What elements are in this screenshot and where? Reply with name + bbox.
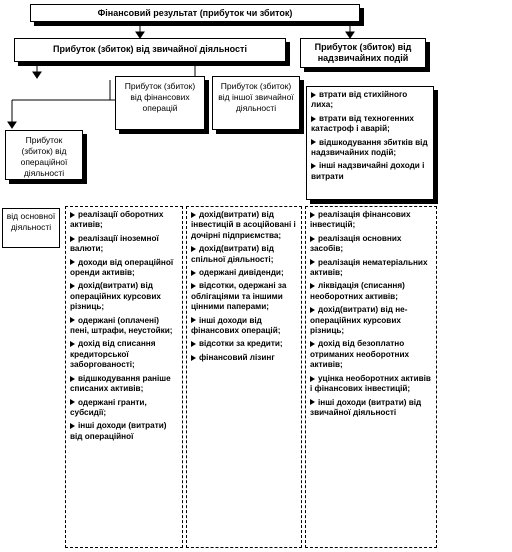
- list-item-text: дохід(витрати) від не-операційних курсових різниць;: [310, 305, 408, 336]
- bullet-arrow-icon: [310, 259, 315, 265]
- other-item: [310, 281, 433, 302]
- financial-item: [191, 210, 298, 241]
- bullet-arrow-icon: [191, 270, 196, 276]
- bullet-arrow-icon: [311, 139, 316, 145]
- extraordinary-events-node: [300, 38, 426, 68]
- list-item-text: втрати від техногенних катастроф і аварій;: [311, 113, 414, 134]
- bullet-arrow-icon: [310, 307, 315, 313]
- financial-items-list: [187, 207, 301, 363]
- financial-item: [191, 316, 298, 337]
- list-item-text: одержані (оплачені) пені, штрафи, неустойки;: [70, 315, 173, 336]
- extraordinary-items-box: [306, 86, 434, 200]
- financial-items-column: [186, 206, 302, 548]
- bullet-arrow-icon: [311, 116, 316, 122]
- operating-item: [70, 421, 179, 442]
- bullet-arrow-icon: [70, 341, 75, 347]
- list-item-text: уцінка необоротних активів і фінансових інвестицій;: [310, 373, 431, 394]
- operating-item: [70, 210, 179, 231]
- other-item: [310, 305, 433, 336]
- list-item-text: втрати від стихійного лиха;: [311, 90, 408, 110]
- financial-operations-title: Прибуток (збиток) від фінансових операцій: [124, 81, 196, 113]
- bullet-arrow-icon: [191, 317, 196, 323]
- financial-item: [191, 353, 298, 363]
- list-item-text: дохід(витрати) від інвестицій в асоційовані і дочірні підприємства;: [191, 210, 296, 240]
- top-title: Фінансовий результат (прибуток чи збиток): [97, 8, 293, 18]
- financial-item: [191, 339, 298, 349]
- other-activity-node: [212, 76, 300, 130]
- list-item-text: доходи від операційної оренди активів;: [70, 257, 174, 278]
- list-item-text: відсотки за кредити;: [199, 339, 283, 349]
- extraordinary-item: [311, 114, 430, 135]
- other-items-column: [305, 206, 437, 548]
- extraordinary-item: [311, 138, 430, 159]
- bullet-arrow-icon: [70, 317, 75, 323]
- operating-item: [70, 281, 179, 312]
- bullet-arrow-icon: [70, 399, 75, 405]
- list-item-text: дохід(витрати) від спільної діяльності;: [191, 244, 274, 264]
- other-item: [310, 210, 433, 231]
- bullet-arrow-icon: [310, 212, 315, 218]
- list-item-text: інші доходи від фінансових операцій;: [191, 315, 281, 336]
- bullet-arrow-icon: [310, 236, 315, 242]
- list-item-text: реалізації іноземної валюти;: [70, 233, 159, 254]
- extraordinary-item: [311, 161, 430, 182]
- operating-items-column: [65, 206, 183, 548]
- list-item-text: дохід від списання кредиторської заборгованості;: [70, 339, 156, 370]
- bullet-arrow-icon: [191, 212, 196, 218]
- top-node: [30, 4, 360, 22]
- list-item-text: дохід від безоплатно отриманих необоротних активів;: [310, 339, 410, 370]
- bullet-arrow-icon: [310, 341, 315, 347]
- bullet-arrow-icon: [70, 376, 75, 382]
- other-item: [310, 339, 433, 370]
- list-item-text: одержані гранти, субсидії;: [70, 397, 147, 417]
- list-item-text: відсотки, одержані за облігаціями та іншими цінними паперами;: [191, 281, 287, 312]
- extraordinary-events-title: Прибуток (збиток) від надзвичайних подій: [314, 42, 412, 63]
- other-activity-title: Прибуток (збиток) від іншої звичайної діяльності: [218, 81, 294, 113]
- bullet-arrow-icon: [70, 236, 75, 242]
- operating-item: [70, 234, 179, 255]
- list-item-text: реалізація основних засобів;: [310, 233, 402, 254]
- list-item-text: фінансовий лізинг: [199, 352, 275, 362]
- other-items-list: [306, 207, 436, 418]
- operating-activity-title: Прибуток (збиток) від операційної діяльності: [20, 135, 68, 178]
- bullet-arrow-icon: [310, 399, 315, 405]
- financial-item: [191, 244, 298, 265]
- main-activity-title: від основної діяльності: [6, 211, 56, 232]
- operating-items-list: [66, 207, 182, 442]
- operating-item: [70, 398, 179, 419]
- bullet-arrow-icon: [310, 376, 315, 382]
- list-item-text: одержані дивіденди;: [199, 268, 284, 278]
- list-item-text: інші надзвичайні доходи і витрати: [311, 161, 425, 181]
- bullet-arrow-icon: [70, 212, 75, 218]
- list-item-text: дохід(витрати) від операційних курсових різниць;: [70, 281, 161, 312]
- extraordinary-items-list: [307, 87, 433, 182]
- financial-item: [191, 281, 298, 312]
- list-item-text: реалізація фінансових інвестицій;: [310, 210, 411, 230]
- other-item: [310, 234, 433, 255]
- operating-item: [70, 374, 179, 395]
- operating-item: [70, 316, 179, 337]
- bullet-arrow-icon: [191, 355, 196, 361]
- other-item: [310, 258, 433, 279]
- bullet-arrow-icon: [191, 246, 196, 252]
- list-item-text: реалізація нематеріальних активів;: [310, 257, 428, 278]
- ordinary-activity-title: Прибуток (збиток) від звичайної діяльності: [53, 44, 247, 54]
- bullet-arrow-icon: [310, 283, 315, 289]
- list-item-text: реалізації оборотних активів;: [70, 210, 164, 230]
- bullet-arrow-icon: [191, 341, 196, 347]
- list-item-text: відшкодування збитків від надзвичайних подій;: [311, 137, 428, 158]
- bullet-arrow-icon: [70, 259, 75, 265]
- bullet-arrow-icon: [70, 423, 75, 429]
- ordinary-activity-node: [14, 38, 286, 62]
- list-item-text: відшкодування раніше списаних активів;: [70, 373, 171, 394]
- bullet-arrow-icon: [191, 283, 196, 289]
- financial-item: [191, 268, 298, 278]
- other-item: [310, 374, 433, 395]
- financial-operations-node: [115, 76, 205, 130]
- list-item-text: інші доходи (витрати) від звичайної діяльності: [310, 397, 422, 417]
- main-activity-node: [2, 208, 60, 248]
- bullet-arrow-icon: [311, 163, 316, 169]
- operating-item: [70, 258, 179, 279]
- extraordinary-item: [311, 90, 430, 111]
- list-item-text: інші доходи (витрати) від операційної: [70, 421, 167, 441]
- other-item: [310, 398, 433, 419]
- bullet-arrow-icon: [311, 92, 316, 98]
- operating-activity-node: [5, 130, 83, 180]
- operating-item: [70, 339, 179, 370]
- bullet-arrow-icon: [70, 283, 75, 289]
- list-item-text: ліквідація (списання) необоротних активів;: [310, 281, 405, 301]
